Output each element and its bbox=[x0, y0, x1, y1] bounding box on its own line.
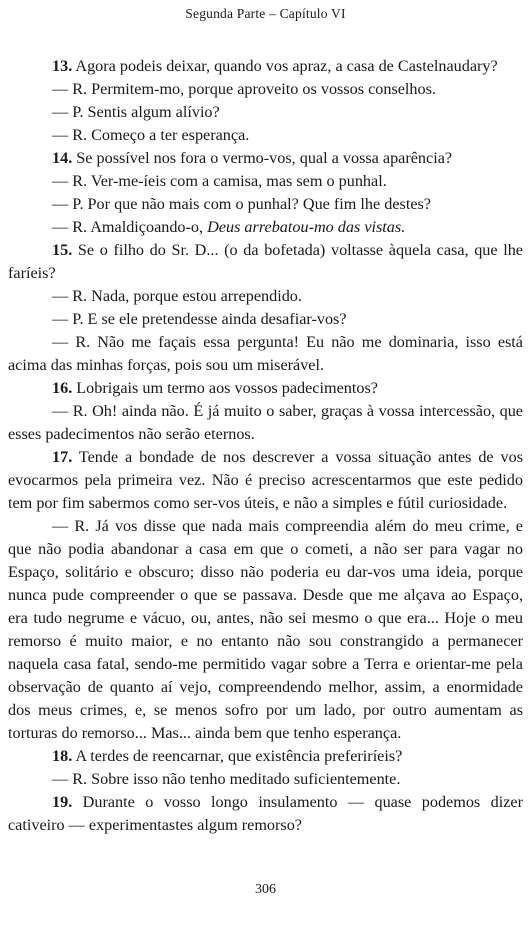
paragraph-q16 bbox=[8, 377, 523, 400]
paragraph-answer bbox=[8, 768, 523, 791]
paragraph-text: — R. Amaldiçoando-o, bbox=[52, 218, 208, 236]
paragraph-question bbox=[8, 308, 523, 331]
paragraph-text: — P. E se ele pretendesse ainda desafiar-vos? bbox=[52, 310, 347, 328]
paragraph-text: — R. Sobre isso não tenho meditado suficientemente. bbox=[52, 770, 401, 788]
paragraph-text: — R. Não me façais essa pergunta! Eu não me dominaria, isso está acima das minhas forças, pois sou um miserável. bbox=[8, 333, 523, 374]
paragraph-text: — R. Permitem-mo, porque aproveito os vossos conselhos. bbox=[52, 80, 436, 98]
paragraph-answer bbox=[8, 170, 523, 193]
paragraph-question bbox=[8, 193, 523, 216]
italic-phrase: Deus arrebatou-mo das vistas. bbox=[207, 218, 406, 236]
paragraph-text: Agora podeis deixar, quando vos apraz, a casa de Castelnaudary? bbox=[72, 57, 498, 75]
paragraph-text: Durante o vosso longo insulamento — quase podemos dizer cativeiro — experimentastes algum remorso? bbox=[8, 793, 523, 834]
question-number: 17. bbox=[52, 448, 73, 466]
paragraph-text: — P. Por que não mais com o punhal? Que fim lhe destes? bbox=[52, 195, 431, 213]
paragraph-q19 bbox=[8, 791, 523, 837]
paragraph-text: Tende a bondade de nos descrever a vossa situação antes de vos evocarmos pela primeira vez. Não é preciso acrescentarmos que este pedido tem por fim sabermos como ser-vos úteis, e não a simples e fútil curiosidade. bbox=[8, 448, 523, 512]
paragraph-q14 bbox=[8, 147, 523, 170]
question-number: 15. bbox=[52, 241, 73, 259]
paragraph-question bbox=[8, 101, 523, 124]
paragraph-text: — R. Já vos disse que nada mais compreendia além do meu crime, e que não podia abandonar a casa em que o cometi, a não ser para vagar no Espaço, solitário e obscuro; disso não poderia eu dar-vos uma ideia, porque nunca pude compreender o que se passava. Desde que me alçava ao Espaço, era tudo negrume e vácuo, ou, antes, não sei mesmo o que era... Hoje o meu remorso é muito maior, e no entanto não sou constrangido a permanecer naquela casa fatal, sendo-me permitido vagar sobre a Terra e orientar-me pela observação de quanto aí vejo, compreendendo melhor, assim, a enormidade dos meus crimes, e, se menos sofro por um lado, por outro aumentam as torturas do remorso... Mas... ainda bem que tenho esperança. bbox=[8, 517, 523, 742]
question-number: 13. bbox=[52, 57, 73, 75]
paragraph-text: Se possível nos fora o vermo-vos, qual a vossa aparência? bbox=[72, 149, 453, 167]
paragraph-text: A terdes de reencarnar, que existência preferiríeis? bbox=[72, 747, 403, 765]
paragraph-answer bbox=[8, 216, 523, 239]
paragraph-text: — R. Oh! ainda não. É já muito o saber, graças à vossa intercessão, que esses padecimentos não serão eternos. bbox=[8, 402, 523, 443]
paragraph-q18 bbox=[8, 745, 523, 768]
paragraph-text: — R. Nada, porque estou arrependido. bbox=[52, 287, 302, 305]
body-text bbox=[8, 55, 523, 837]
paragraph-q15 bbox=[8, 239, 523, 285]
paragraph-answer bbox=[8, 331, 523, 377]
paragraph-text: — R. Começo a ter esperança. bbox=[52, 126, 250, 144]
question-number: 16. bbox=[52, 379, 73, 397]
question-number: 19. bbox=[52, 793, 73, 811]
paragraph-answer bbox=[8, 78, 523, 101]
question-number: 18. bbox=[52, 747, 73, 765]
paragraph-text: — P. Sentis algum alívio? bbox=[52, 103, 220, 121]
paragraph-q13 bbox=[8, 55, 523, 78]
running-head: Segunda Parte – Capítulo VI bbox=[185, 6, 346, 21]
paragraph-answer bbox=[8, 400, 523, 446]
paragraph-answer bbox=[8, 515, 523, 745]
paragraph-text: Lobrigais um termo aos vossos padecimentos? bbox=[72, 379, 378, 397]
paragraph-answer bbox=[8, 285, 523, 308]
paragraph-text: — R. Ver-me-íeis com a camisa, mas sem o punhal. bbox=[52, 172, 387, 190]
question-number: 14. bbox=[52, 149, 73, 167]
paragraph-answer bbox=[8, 124, 523, 147]
paragraph-text: Se o filho do Sr. D... (o da bofetada) voltasse àquela casa, que lhe faríeis? bbox=[8, 241, 523, 282]
paragraph-q17 bbox=[8, 446, 523, 515]
page-number: 306 bbox=[255, 882, 276, 897]
